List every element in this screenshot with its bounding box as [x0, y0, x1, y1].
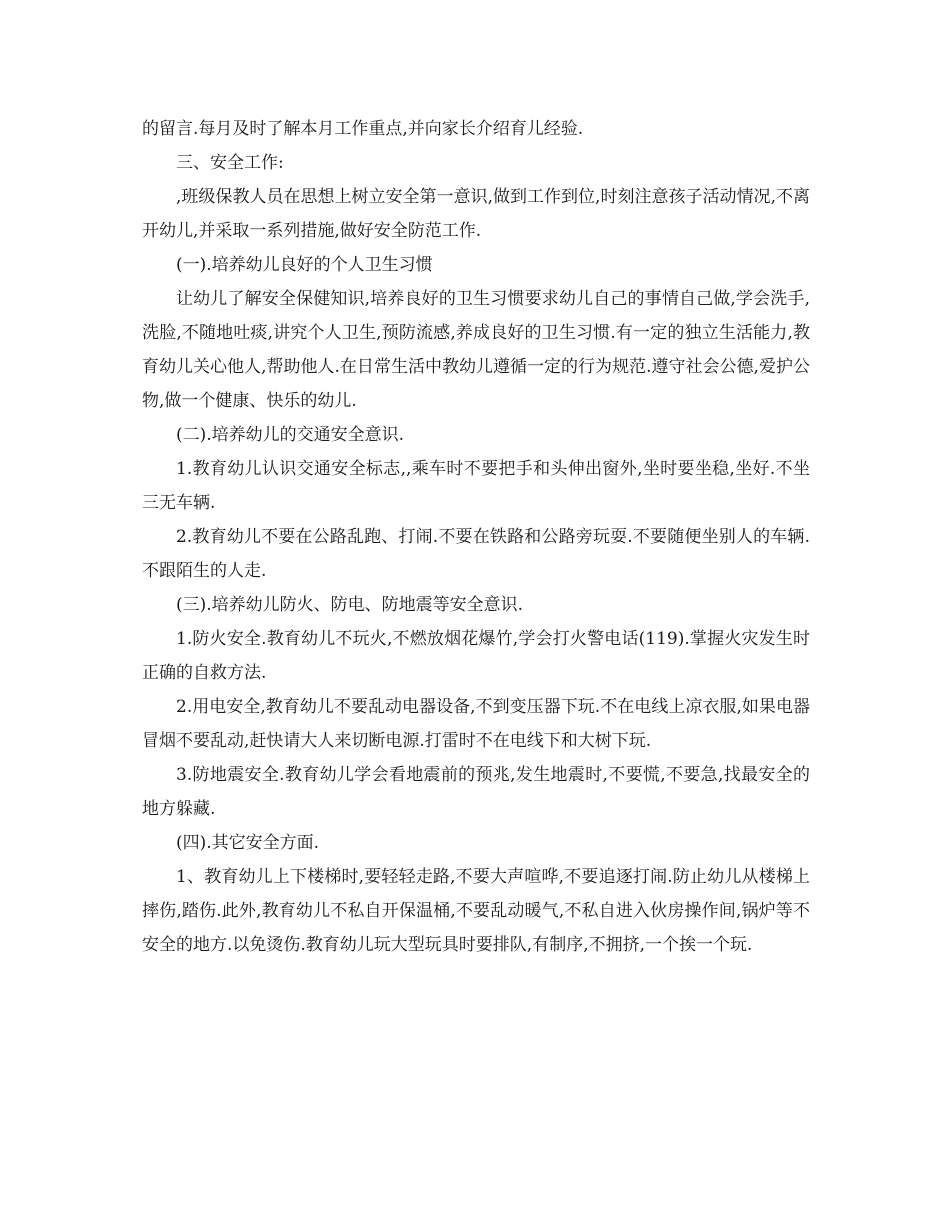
- subheading-other-safety: (四).其它安全方面.: [176, 833, 320, 853]
- paragraph-electric-safety: 2.用电安全,教育幼儿不要乱动电器设备,不到变压器下玩.不在电线上凉衣服,如果电器冒烟不要乱动,赶快请大人来切断电源.打雷时不在电线下和大树下玩.: [142, 697, 810, 751]
- paragraph-stairs-safety: 1、教育幼儿上下楼梯时,要轻轻走路,不要大声喧哗,不要追逐打闹.防止幼儿从楼梯上摔伤,踏伤.此外,教育幼儿不私自开保温桶,不要乱动暖气,不私自进入伙房操作间,锅炉等不安全的地方.以免烫伤.教育幼儿玩大型玩具时要排队,有制序,不拥挤,一个挨一个玩.: [142, 867, 810, 955]
- paragraph-hygiene: 让幼儿了解安全保健知识,培养良好的卫生习惯要求幼儿自己的事情自己做,学会洗手,洗脸,不随地吐痰,讲究个人卫生,预防流感,养成良好的卫生习惯.有一定的独立生活能力,教育幼儿关心他人,帮助他人.在日常生活中教幼儿遵循一定的行为规范.遵守社会公德,爱护公物,做一个健康、快乐的幼儿.: [142, 289, 810, 411]
- paragraph-fire-safety: 1.防火安全.教育幼儿不玩火,不燃放烟花爆竹,学会打火警电话(119).掌握火灾发生时正确的自救方法.: [142, 629, 810, 683]
- paragraph-safety-intro: ,班级保教人员在思想上树立安全第一意识,做到工作到位,时刻注意孩子活动情况,不离开幼儿,并采取一系列措施,做好安全防范工作.: [142, 187, 810, 241]
- paragraph-traffic-1: 1.教育幼儿认识交通安全标志,,乘车时不要把手和头伸出窗外,坐时要坐稳,坐好.不坐三无车辆.: [142, 459, 810, 513]
- paragraph-guestbook: 的留言.每月及时了解本月工作重点,并向家长介绍育儿经验.: [142, 119, 584, 139]
- section-heading-safety-work: 三、安全工作:: [176, 153, 284, 173]
- subheading-fire-electric-quake: (三).培养幼儿防火、防电、防地震等安全意识.: [176, 595, 524, 615]
- subheading-hygiene: (一).培养幼儿良好的个人卫生习惯: [176, 255, 433, 275]
- paragraph-traffic-2: 2.教育幼儿不要在公路乱跑、打闹.不要在铁路和公路旁玩耍.不要随便坐别人的车辆.不跟陌生的人走.: [142, 527, 810, 581]
- subheading-traffic: (二).培养幼儿的交通安全意识.: [176, 425, 405, 445]
- paragraph-earthquake-safety: 3.防地震安全.教育幼儿学会看地震前的预兆,发生地震时,不要慌,不要急,找最安全的地方躲藏.: [142, 765, 810, 819]
